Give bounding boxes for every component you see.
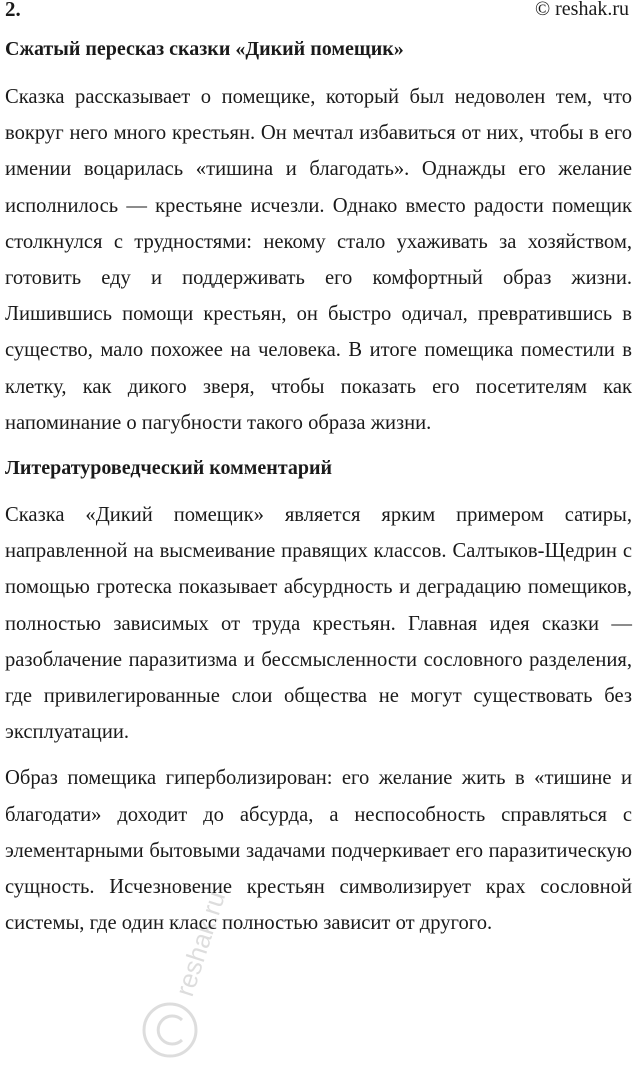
summary-paragraph: Сказка рассказывает о помещике, который был недоволен тем, что вокруг него много крестьян. Он мечтал избавиться от них, чтобы в его имении воцарилась «тишина и благодать». Однажды его желание исполнилось — крестьяне исчезли. Однако вместо радости помещик столкнулся с трудностями: некому стало ухаживать за хозяйством, готовить еду и поддерживать его комфортный образ жизни. Лишившись помощи крестьян, он быстро одичал, превратившись в существо, мало похожее на человека. В итоге помещика поместили в клетку, как дикого зверя, чтобы показать его посетителям как напоминание о пагубности такого образа жизни. (5, 86, 632, 434)
commentary-paragraph-2: Образ помещика гиперболизирован: его желание жить в «тишине и благодати» доходит до абсурда, а неспособность справляться с элементарными бытовыми задачами подчеркивает его паразитическую сущность. Исчезновение крестьян символизирует крах сословной системы, где один класс полностью зависит от другого. (5, 767, 632, 935)
site-copyright: © reshak.ru (534, 0, 629, 20)
commentary-paragraph-1: Сказка «Дикий помещик» является ярким примером сатиры, направленной на высмеивание правящих классов. Салтыков-Щедрин с помощью гротеска показывает абсурдность и деградацию помещиков, полностью зависимых от труда крестьян. Главная идея сказки — разоблачение паразитизма и бессмысленности сословного разделения, где привилегированные слои общества не могут существовать без эксплуатации. (5, 504, 632, 744)
task-number: 2. (5, 0, 21, 21)
summary-heading: Сжатый пересказ сказки «Дикий помещик» (5, 38, 404, 60)
commentary-heading: Литературоведческий комментарий (5, 457, 333, 480)
watermark-text: reshak.ru (169, 887, 232, 1000)
page-header (5, 0, 632, 24)
copyright-circle-icon (144, 1004, 196, 1056)
document-page (5, 0, 632, 941)
